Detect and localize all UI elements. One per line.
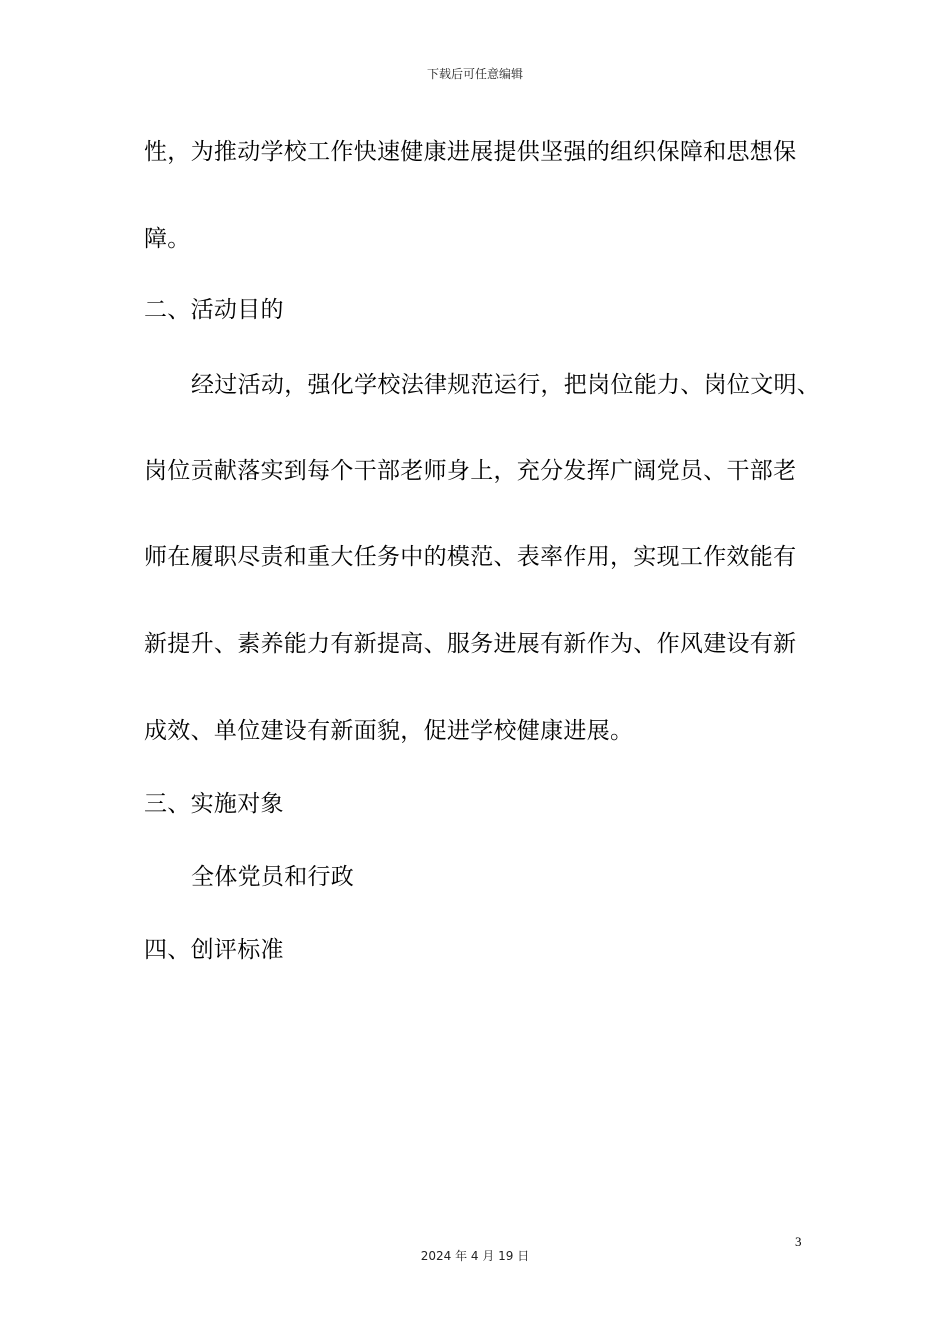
paragraph-line: 经过活动，强化学校法律规范运行，把岗位能力、岗位文明、 bbox=[191, 372, 821, 398]
paragraph-line: 性，为推动学校工作快速健康进展提供坚强的组织保障和思想保 bbox=[144, 139, 797, 165]
paragraph-line: 全体党员和行政 bbox=[191, 864, 355, 890]
page-header: 下载后可任意编辑 bbox=[426, 67, 523, 81]
paragraph-line: 新提升、素养能力有新提高、服务进展有新作为、作风建设有新 bbox=[144, 631, 797, 657]
section-heading-target: 三、实施对象 bbox=[144, 791, 284, 817]
section-heading-activity-goal: 二、活动目的 bbox=[144, 297, 284, 323]
page-number: 3 bbox=[795, 1234, 802, 1249]
paragraph-line: 成效、单位建设有新面貌，促进学校健康进展。 bbox=[144, 718, 634, 744]
paragraph-line: 岗位贡献落实到每个干部老师身上，充分发挥广阔党员、干部老 bbox=[144, 458, 797, 484]
paragraph-line: 师在履职尽责和重大任务中的模范、表率作用，实现工作效能有 bbox=[144, 544, 797, 570]
footer-date: 2024 年 4 月 19 日 bbox=[420, 1249, 530, 1263]
section-heading-criteria: 四、创评标准 bbox=[144, 937, 284, 963]
paragraph-line: 障。 bbox=[144, 226, 191, 252]
